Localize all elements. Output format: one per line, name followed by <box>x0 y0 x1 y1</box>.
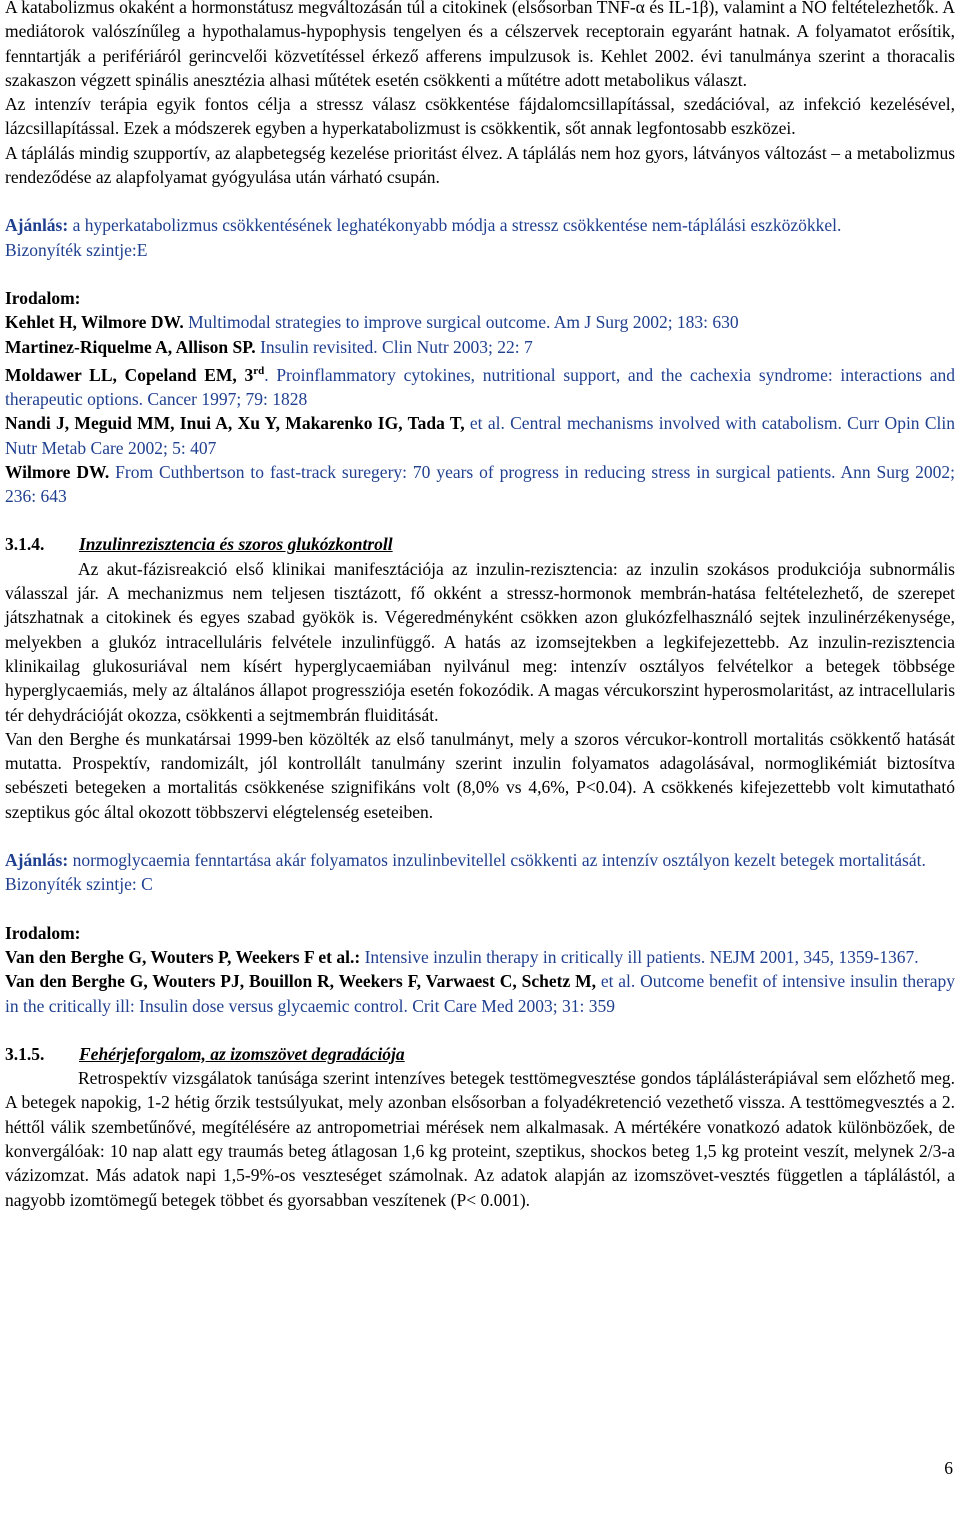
recommendation-label: Ajánlás: <box>5 850 69 871</box>
evidence-level-1: Bizonyíték szintje:E <box>5 239 148 260</box>
reference-item: Martinez-Riquelme A, Allison SP. Insulin revisited. Clin Nutr 2003; 22: 7 <box>5 336 533 357</box>
references-heading-1: Irodalom: <box>5 287 81 308</box>
reference-item: Van den Berghe G, Wouters PJ, Bouillon R, Weekers F, Varwaest C, Schetz M, et al. Outcome benefit of intensive insulin therapy in the critically ill: Insulin dose versus glycaemic control. Crit Care Med 2003; 31: 359 <box>5 971 956 1016</box>
section-3-1-4-paragraph-2: Van den Berghe és munkatársai 1999-ben közölték az első tanulmányt, mely a szoros vércukor-kontroll mortalitás csökkentő hatását mutatta. Prospektív, randomizált, jól kontrollált tanulmány szerint inzulin folyamatos adagolásával, normoglikémiát biztosítva sebészeti betegeken a mortalitás csökkenése szignifikáns volt (8,0% vs 4,6%, P<0.04). A csökkenés kifejezettebb volt kimutatható szeptikus góc által okozott többszervi elégtelenség eseteiben. <box>5 728 955 822</box>
intro-paragraph-3: A táplálás mindig szupportív, az alapbetegség kezelése prioritást élvez. A táplálás nem hoz gyors, látványos változást – a metabolizmus rendeződése az alapfolyamat gyógyulása után várható csupán. <box>5 142 955 188</box>
section-heading-3-1-5 <box>5 1042 955 1066</box>
reference-item: Moldawer LL, Copeland EM, 3rd. Proinflammatory cytokines, nutritional support, and the cachexia syndrome: interactions and therapeutic options. Cancer 1997; 79: 1828 <box>5 364 955 409</box>
recommendation-2 <box>5 848 955 872</box>
references-heading-2: Irodalom: <box>5 922 81 943</box>
recommendation-1 <box>5 213 955 237</box>
section-3-1-4-paragraph-1: Az akut-fázisreakció első klinikai manifesztációja az inzulin-rezisztencia: az inzulin szokásos produkciója subnormális válasszal jár. A mechanizmus nem teljesen tisztázott, fő okként a stressz-hormonok membrán-hatása feltételezhető, de szerepet játszhatnak a citokinek és egyes szabad gyökök is. Végeredményként csökken azon glukózfelhasználó sejtek inzulinérzékenysége, melyekben a glukóz intracelluláris felvétele inzulinfüggő. A hatás az izomsejtekben a legkifejezettebb. Az inzulin-rezisztencia klinikailag glukosuriával nem kísért hyperglycaemiában nyilvánul meg: intenzív osztályos felvételkor a betegek többsége hyperglycaemiás, mely az általános állapot progressziója esetén fokozódik. A magas vércukorszint hyperosmolaritást, az intracellularis tér dehydrációját okozza, csökkenti a sejtmembrán fluiditását. <box>5 558 955 725</box>
intro-paragraph-1: A katabolizmus okaként a hormonstátusz megváltozásán túl a citokinek (elsősorban TNF-α és IL-1β), valamint a NO feltételezhetők. A mediátorok valószínűleg a hypothalamus-hypophysis tengelyen és a célszervek receptorain egyaránt hatnak. A folyamatot erősítik, fenntartják a perifériáról gerincvelői közvetítéssel érkező afferens impulzusok is. Kehlet 2002. évi tanulmánya szerint a thoracalis szakaszon végzett spinális anesztézia alhasi műtétek esetén csökkenti a műtétre adott metabolikus választ. <box>5 0 955 90</box>
evidence-level-2: Bizonyíték szintje: C <box>5 874 153 895</box>
section-number: 3.1.4. <box>5 534 45 555</box>
recommendation-text: a hyperkatabolizmus csökkentésének leghatékonyabb módja a stressz csökkentése nem-táplálási eszközökkel. <box>68 215 842 236</box>
reference-item: Van den Berghe G, Wouters P, Weekers F et al.: Intensive inzulin therapy in critically ill patients. NEJM 2001, 345, 1359-1367. <box>5 946 919 967</box>
reference-item: Kehlet H, Wilmore DW. Multimodal strategies to improve surgical outcome. Am J Surg 2002; 183: 630 <box>5 312 739 333</box>
section-title: Inzulinrezisztencia és szoros glukózkontroll <box>79 534 393 555</box>
recommendation-label: Ajánlás: <box>5 215 69 236</box>
section-title: Fehérjeforgalom, az izomszövet degradációja <box>79 1043 405 1064</box>
section-heading-3-1-4 <box>5 532 955 556</box>
reference-item: Wilmore DW. From Cuthbertson to fast-track suregery: 70 years of progress in reducing stress in surgical patients. Ann Surg 2002; 236: 643 <box>5 461 955 507</box>
recommendation-text: normoglycaemia fenntartása akár folyamatos inzulinbevitellel csökkenti az intenzív osztályon kezelt betegek mortalitását. <box>68 850 926 871</box>
section-3-1-5-paragraph-1: Retrospektív vizsgálatok tanúsága szerint intenzíves betegek testtömegvesztése gondos táplálásterápiával sem előzhető meg. A betegek napokig, 1-2 hétig őrzik testsúlyukat, mely azonban elsősorban a folyadékretenció vezethető vissza. A testtömegvesztés a 2. héttől válik szembetűnővé, megítélésére az antropometriai mérések nem alkalmasak. A mértékére vonatkozó adatok különbözőek, de konvergálóak: 10 nap alatt egy traumás beteg átlagosan 1,6 kg proteint, szeptikus, shockos beteg 1,5 kg proteint veszít, melynek 2/3-a vázizomzat. Más adatok napi 1,5-9%-os veszteséget számolnak. Az adatok alapján az izomszövet-vesztés független a táplálástól, a nagyobb izomtömegű betegek többet és gyorsabban veszítenek (P< 0.001). <box>5 1068 955 1210</box>
section-number: 3.1.5. <box>5 1043 45 1064</box>
reference-item: Nandi J, Meguid MM, Inui A, Xu Y, Makarenko IG, Tada T, et al. Central mechanisms involved with catabolism. Curr Opin Clin Nutr Metab Care 2002; 5: 407 <box>5 413 956 458</box>
intro-paragraph-2: Az intenzív terápia egyik fontos célja a stressz válasz csökkentése fájdalomcsillapítással, szedációval, az infekció kezelésével, lázcsillapítással. Ezek a módszerek egyben a hyperkatabolizmust is csökkentik, sőt annak legfontosabb eszközei. <box>5 94 955 139</box>
document-page <box>5 0 955 1212</box>
page-number: 6 <box>944 1458 953 1478</box>
